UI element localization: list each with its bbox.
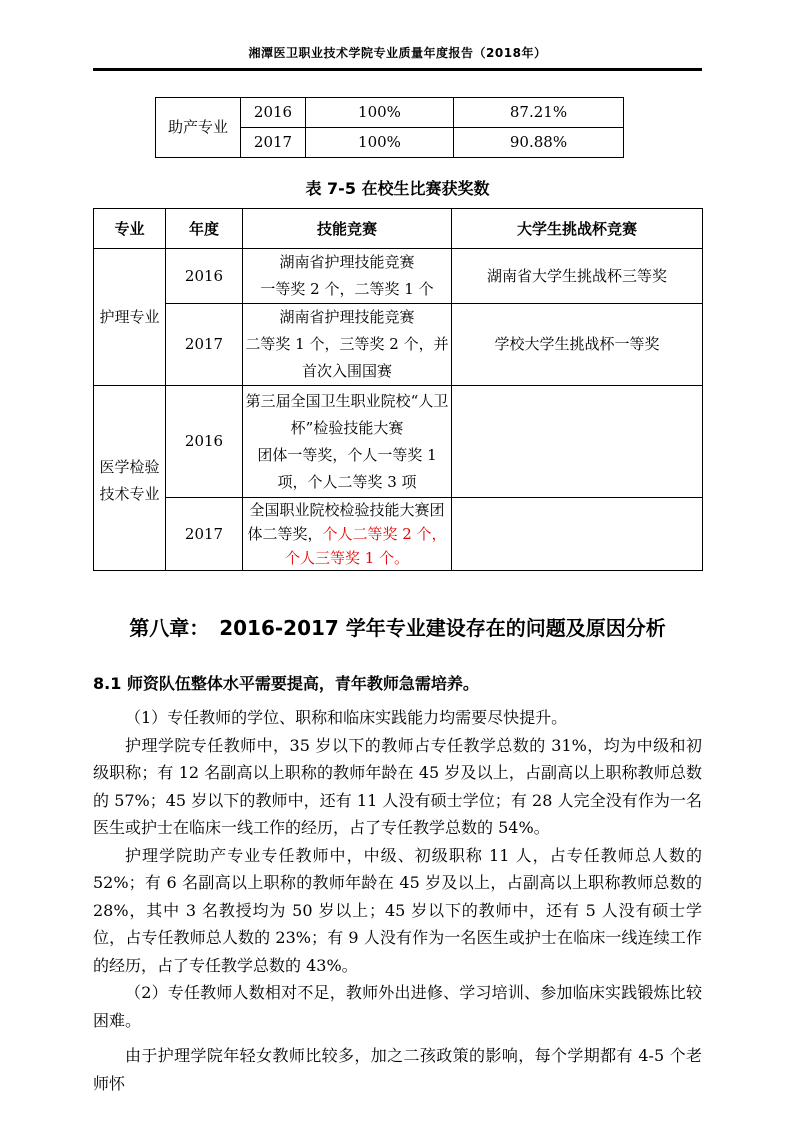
cell-year: 2016 [166,386,243,498]
chapter-heading: 第八章： 2016-2017 学年专业建设存在的问题及原因分析 [129,616,666,640]
table-header-row [94,209,703,249]
col-header-major: 专业 [94,209,166,249]
table-row-lab-2016 [94,386,703,498]
cell-major-nursing: 护理专业 [94,249,166,386]
cell-rate1: 100% [306,128,454,158]
page-header [93,0,702,71]
cell-year: 2016 [166,249,243,304]
cell-major: 助产专业 [156,98,241,158]
cell-skill [243,386,452,498]
table-caption: 表 7-5 在校生比赛获奖数 [305,179,490,198]
header-title: 湘潭医卫职业技术学院专业质量年度报告（2018年） [93,44,702,71]
skill-line: 团体一等奖，个人一等奖 1 项，个人二等奖 3 项 [257,445,437,491]
skill-text-red-highlight: 个人二等奖 2 个，个人三等奖 1 个。 [284,525,447,567]
skill-line: 湖南省护理技能竞赛 [279,253,415,271]
paragraph: 由于护理学院年轻女教师比较多，加之二孩政策的影响，每个学期都有 4-5 个老师怀 [93,1046,702,1093]
cell-rate1: 100% [306,98,454,128]
table-row-nursing-2016 [94,249,703,304]
paragraph: 护理学院助产专业专任教师中，中级、初级职称 11 人，占专任教师总人数的 52%；有 6 名副高以上职称的教师年龄在 45 岁及以上，占副高以上职称教师总数的 28%，其中 3 名教授均为 50 岁以上；45 岁以下的教师中，还有 5 人没有硕士学位，占专任教师总人数的 23%；有 9 人没有作为一名医生或护士在临床一线连续工作的经历，占了专任教学总数的 43%。 [93,845,702,975]
awards-table [93,208,703,571]
col-header-skill: 技能竞赛 [243,209,452,249]
table-row-nursing-2017 [94,304,703,386]
col-header-year: 年度 [166,209,243,249]
cell-skill [243,498,452,571]
skill-text-black: 全国职业院校检验技能大赛团体二等奖， [247,501,445,543]
cell-year: 2016 [241,98,306,128]
cell-challenge [452,386,703,498]
cell-year: 2017 [166,498,243,571]
table-row [156,98,624,128]
table-row-lab-2017 [94,498,703,571]
continuation-table [155,97,624,158]
col-header-challenge: 大学生挑战杯竞赛 [452,209,703,249]
skill-line: 二等奖 1 个，三等奖 2 个，并首次入围国赛 [245,335,449,380]
cell-challenge: 湖南省大学生挑战杯三等奖 [452,249,703,304]
cell-skill [243,249,452,304]
cell-rate2: 90.88% [454,128,624,158]
cell-challenge [452,498,703,571]
section-heading: 8.1 师资队伍整体水平需要提高，青年教师急需培养。 [93,674,479,693]
cell-skill [243,304,452,386]
paragraph: （2）专任教师人数相对不足，教师外出进修、学习培训、参加临床实践锻炼比较困难。 [93,983,702,1030]
skill-line: 湖南省护理技能竞赛 [279,308,415,326]
skill-line: 第三届全国卫生职业院校“人卫杯”检验技能大赛 [245,391,449,437]
cell-rate2: 87.21% [454,98,624,128]
paragraph: 护理学院专任教师中，35 岁以下的教师占专任教学总数的 31%，均为中级和初级职称；有 12 名副高以上职称的教师年龄在 45 岁及以上，占副高以上职称教师总数的 57%；45 岁以下的教师中，还有 11 人没有硕士学位；有 28 人完全没有作为一名医生或护士在临床一线工作的经历，占了专任教学总数的 54%。 [93,735,702,837]
cell-year: 2017 [166,304,243,386]
skill-line: 一等奖 2 个，二等奖 1 个 [260,280,434,298]
body-text [93,704,702,1097]
paragraph: （1）专任教师的学位、职称和临床实践能力均需要尽快提升。 [125,708,568,727]
cell-year: 2017 [241,128,306,158]
cell-challenge: 学校大学生挑战杯一等奖 [452,304,703,386]
cell-major-lab: 医学检验技术专业 [94,386,166,571]
